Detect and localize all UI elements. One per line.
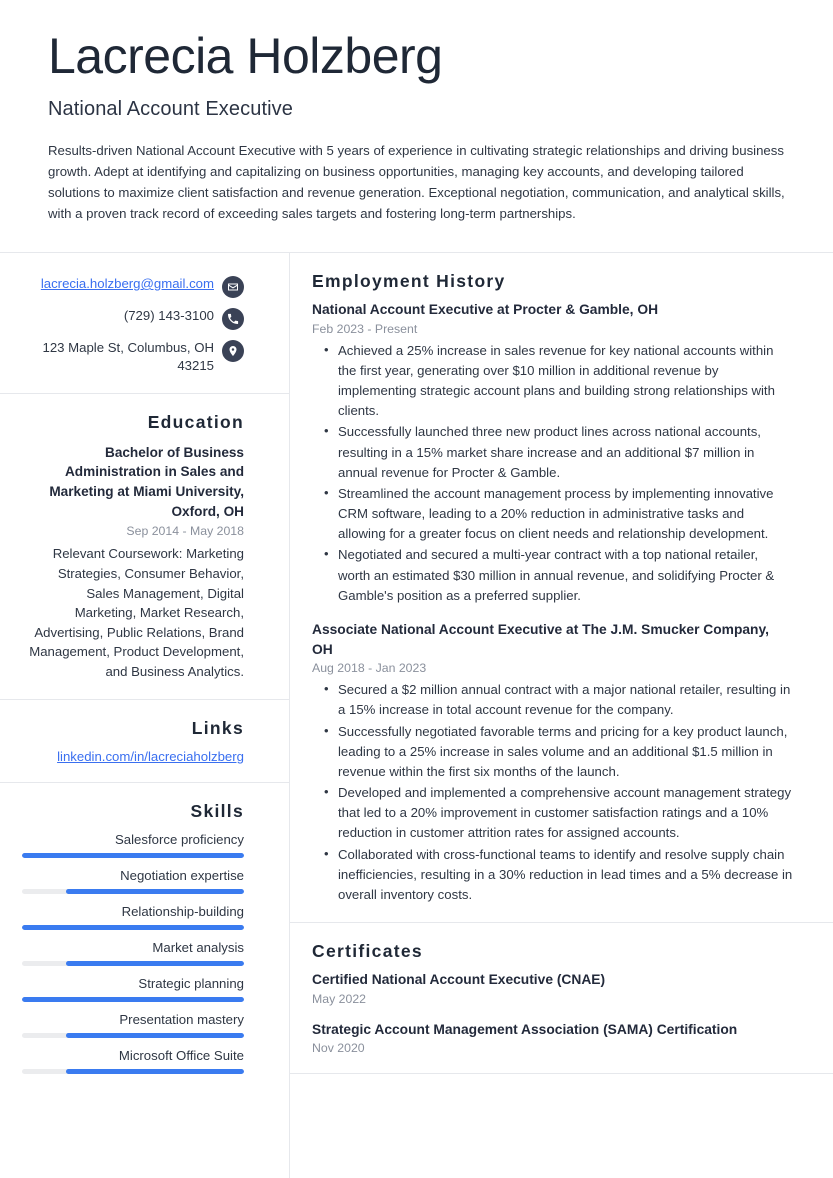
skill-progress-fill <box>22 853 244 858</box>
job-bullet-list <box>312 341 793 606</box>
skill-label: Microsoft Office Suite <box>118 1048 244 1064</box>
contact-text[interactable] <box>41 275 214 293</box>
skill-progress-fill <box>22 997 244 1002</box>
links-list <box>22 749 244 764</box>
certificate-entry <box>312 1020 793 1055</box>
certificate-name: Certified National Account Executive (CNAE) <box>312 972 606 988</box>
resume-header <box>0 0 833 224</box>
job-bullet-list <box>312 680 793 905</box>
job-bullet: • Developed and implemented a comprehensive account management strategy that led to a 20% improvement in customer satisfaction ratings and a 10% reduction in customer attrition rates for assigned accounts. <box>338 783 793 844</box>
certificates-heading: Certificates <box>312 941 423 962</box>
contact-row <box>22 307 244 330</box>
skill-progress-fill <box>66 889 244 894</box>
education-entry <box>22 443 244 682</box>
job-entry-title: National Account Executive at Procter & Gamble, OH <box>312 302 659 317</box>
skill-label: Negotiation expertise <box>120 868 244 884</box>
skill-item <box>22 832 244 858</box>
job-bullet: • Successfully negotiated favorable terms and pricing for a key product launch, leading to a 25% increase in sales volume and an additional $1.5 million in revenue within the first six months of the launch. <box>338 722 793 783</box>
education-heading: Education <box>147 411 244 432</box>
skill-item <box>22 940 244 966</box>
skill-progress-track <box>22 925 244 930</box>
skill-progress-fill <box>66 1033 244 1038</box>
skill-item <box>22 1012 244 1038</box>
skill-progress-fill <box>22 925 244 930</box>
skill-label: Market analysis <box>152 940 244 956</box>
skill-progress-track <box>22 997 244 1002</box>
skill-progress-track <box>22 853 244 858</box>
job-bullet: • Achieved a 25% increase in sales revenue for key national accounts within the first year, generating over $10 million in additional revenue by implementing strategic account plans and building strong relationships with clients. <box>338 341 793 422</box>
education-degree: Bachelor of Business Administration in Sales and Marketing at Miami University, Oxford, OH <box>49 444 244 519</box>
job-entry-date: Feb 2023 - Present <box>312 321 418 336</box>
main-column <box>290 253 833 1178</box>
employment-history-section <box>290 253 833 922</box>
links-section <box>0 699 289 782</box>
education-list <box>22 443 244 682</box>
professional-summary: Results-driven National Account Executive with 5 years of experience in cultivating strategic relationships and driving business growth. Adept at identifying and capitalizing on business opportunities, managing key accounts, and developing tailored solutions to maximize client satisfaction and revenue generation. Exceptional negotiation, communication, and analytical skills, with a proven track record of exceeding sales targets and fostering long-term partnerships. <box>48 143 785 221</box>
skill-item <box>22 976 244 1002</box>
sidebar-column <box>0 253 290 1178</box>
envelope-icon <box>222 276 244 298</box>
skill-item <box>22 868 244 894</box>
job-entry <box>312 300 793 606</box>
page-title: Lacrecia Holzberg <box>48 28 443 84</box>
contact-row <box>22 275 244 298</box>
phone-icon <box>222 308 244 330</box>
skill-item <box>22 904 244 930</box>
job-bullet: • Negotiated and secured a multi-year contract with a top national retailer, worth an estimated $30 million in annual revenue, and solidifying Procter & Gamble's position as a preferred supplier. <box>338 545 793 606</box>
certificate-name: Strategic Account Management Association (SAMA) Certification <box>312 1021 738 1037</box>
skill-item <box>22 1048 244 1074</box>
skill-progress-fill <box>66 1069 244 1074</box>
skills-heading: Skills <box>190 801 244 822</box>
links-heading: Links <box>191 718 244 739</box>
certificates-section <box>290 922 833 1073</box>
skill-progress-track <box>22 889 244 894</box>
resume-body <box>0 253 833 1178</box>
skills-section <box>0 782 289 1092</box>
email-link[interactable]: lacrecia.holzberg@gmail.com <box>40 276 214 291</box>
skill-progress-fill <box>66 961 244 966</box>
skills-list <box>22 832 244 1074</box>
contact-section <box>0 253 289 393</box>
bottom-divider <box>290 1073 833 1097</box>
job-bullet: • Successfully launched three new product lines across national accounts, resulting in a 15% market share increase and an additional $7 million in annual revenue for Procter & Gamble. <box>338 422 793 483</box>
job-entry-date: Aug 2018 - Jan 2023 <box>312 661 427 676</box>
employment-history-heading: Employment History <box>312 271 506 291</box>
skill-progress-track <box>22 1033 244 1038</box>
certificate-date: Nov 2020 <box>312 1040 365 1055</box>
skill-label: Strategic planning <box>138 976 244 992</box>
job-title-subheading: National Account Executive <box>48 98 293 120</box>
skill-label: Relationship-building <box>121 904 244 920</box>
job-bullet: • Streamlined the account management process by implementing innovative CRM software, leading to a 20% reduction in administrative tasks and allowing for a greater focus on client needs and relationship development. <box>338 484 793 545</box>
job-entry <box>312 620 793 905</box>
contact-row <box>22 339 244 375</box>
jobs-list <box>312 300 793 905</box>
education-date: Sep 2014 - May 2018 <box>126 524 244 539</box>
contact-text: 123 Maple St, Columbus, OH 43215 <box>42 340 214 373</box>
job-bullet: • Collaborated with cross-functional teams to identify and resolve supply chain inefficiencies, resulting in a 30% reduction in lead times and a 5% decrease in overall inventory costs. <box>338 845 793 906</box>
education-section <box>0 393 289 700</box>
certificates-list <box>312 970 793 1055</box>
linkedin-link[interactable]: linkedin.com/in/lacreciaholzberg <box>57 749 244 765</box>
list-item[interactable] <box>22 749 244 764</box>
job-bullet: • Secured a $2 million annual contract with a major national retailer, resulting in a 15% increase in total account revenue for the company. <box>338 680 793 720</box>
contact-list <box>22 271 244 375</box>
skill-label: Salesforce proficiency <box>114 832 244 848</box>
skill-label: Presentation mastery <box>119 1012 244 1028</box>
job-entry-title: Associate National Account Executive at The J.M. Smucker Company, OH <box>312 622 769 657</box>
location-pin-icon <box>222 340 244 362</box>
skill-progress-track <box>22 1069 244 1074</box>
skill-progress-track <box>22 961 244 966</box>
certificate-entry <box>312 970 793 1005</box>
certificate-date: May 2022 <box>312 991 367 1006</box>
contact-text: (729) 143-3100 <box>123 308 214 323</box>
education-description: Relevant Coursework: Marketing Strategies, Consumer Behavior, Sales Management, Digital Marketing, Market Research, Advertising, Public Relations, Brand Management, Product Development, and Business Analytics. <box>29 546 244 679</box>
